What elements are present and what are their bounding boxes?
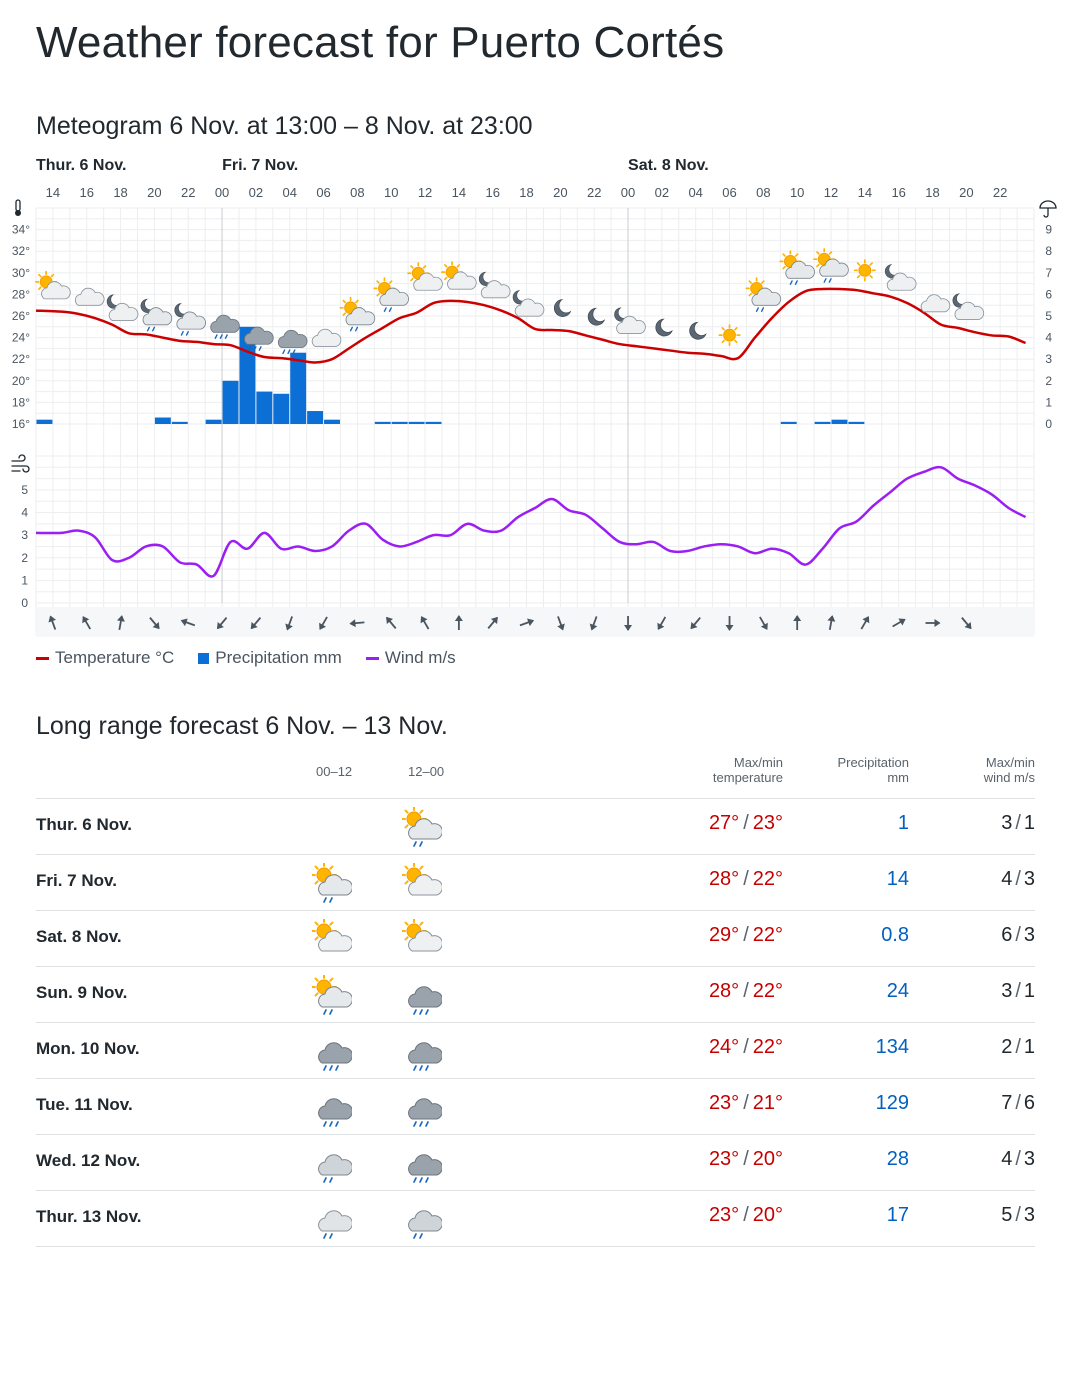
table-row[interactable]: [36, 855, 1035, 911]
day-label: Sat. 8 Nov.: [628, 157, 709, 174]
wind-max: 4: [1001, 868, 1013, 890]
hour-tick: 18: [519, 185, 534, 200]
page-title: Weather forecast for Puerto Cortés: [36, 18, 725, 67]
precip-bar: [206, 420, 222, 424]
precip-tick: 1: [1045, 395, 1052, 410]
precip-tick: 4: [1045, 330, 1052, 345]
hour-tick: 00: [214, 185, 230, 200]
wind-min: 1: [1023, 812, 1035, 834]
temp-tick: 34°: [11, 222, 30, 237]
day-weather-icon: [402, 807, 442, 847]
row-wind: 4 / 3: [1001, 868, 1035, 890]
header-wind-l2: wind m/s: [983, 770, 1035, 785]
precip-bar: [781, 422, 797, 424]
row-precipitation: 24: [886, 980, 909, 1002]
temperature-swatch: [36, 657, 49, 660]
hour-tick: 14: [451, 185, 467, 200]
day-weather-icon: [402, 863, 442, 903]
header-day: 12–00: [408, 764, 445, 779]
wind-min: 3: [1023, 1148, 1035, 1170]
temp-tick: 16°: [11, 417, 30, 431]
wind-swatch: [366, 657, 379, 660]
precip-bar: [223, 381, 239, 424]
header-temperature-l2: temperature: [712, 770, 783, 785]
wind-tick: 2: [21, 550, 28, 565]
hour-tick: 04: [282, 185, 297, 200]
night-weather-icon: [312, 1031, 352, 1071]
wind-max: 7: [1001, 1092, 1013, 1114]
temp-max: 27°: [708, 812, 740, 834]
wind-line: [36, 467, 1026, 576]
hour-tick: 06: [316, 185, 331, 200]
row-wind: 2 / 1: [1001, 1036, 1035, 1058]
wind-min: 1: [1023, 1036, 1035, 1058]
legend-temperature: [36, 648, 174, 668]
temp-max: 23°: [708, 1204, 740, 1226]
row-day: Sun. 9 Nov.: [36, 983, 128, 1002]
temp-min: 21°: [752, 1092, 783, 1114]
day-weather-icon: [402, 1199, 442, 1239]
precip-tick: 0: [1045, 417, 1052, 431]
night-weather-icon: [312, 863, 352, 903]
row-wind: 7 / 6: [1001, 1092, 1035, 1114]
row-wind: 5 / 3: [1001, 1204, 1035, 1226]
hour-tick: 02: [654, 185, 670, 200]
row-day: Tue. 11 Nov.: [36, 1095, 133, 1114]
header-night: 00–12: [316, 764, 353, 779]
table-row[interactable]: [36, 1023, 1035, 1079]
temp-tick: 30°: [11, 265, 30, 280]
row-temperature: 23° / 20°: [708, 1148, 783, 1170]
temp-tick: 20°: [11, 373, 30, 388]
temp-max: 23°: [708, 1148, 740, 1170]
precip-bar: [324, 420, 340, 424]
meteogram-title: Meteogram 6 Nov. at 13:00 – 8 Nov. at 23:00: [36, 112, 533, 140]
day-weather-icon: [402, 975, 442, 1015]
legend-wind-label: Wind m/s: [384, 648, 456, 667]
precip-bar: [832, 420, 848, 424]
night-weather-icon: [312, 807, 352, 847]
row-precipitation: 0.8: [881, 924, 909, 946]
table-body: [36, 799, 1035, 1247]
hour-tick: 20: [959, 185, 974, 200]
table-header: [36, 752, 1035, 799]
hour-tick: 16: [891, 185, 906, 200]
row-day: Mon. 10 Nov.: [36, 1039, 140, 1058]
wind-tick: 5: [21, 482, 28, 497]
legend-temperature-label: Temperature °C: [55, 648, 175, 667]
hour-tick: 22: [586, 185, 602, 200]
day-weather-icon: [402, 1143, 442, 1183]
row-wind: 4 / 3: [1001, 1148, 1035, 1170]
header-wind-l1: Max/min: [985, 755, 1035, 770]
precip-tick: 2: [1045, 373, 1052, 388]
row-precipitation: 14: [886, 868, 909, 890]
row-temperature: 27° / 23°: [708, 812, 783, 834]
wind-max: 3: [1001, 980, 1013, 1002]
precip-tick: 8: [1045, 244, 1052, 259]
precip-bar: [155, 418, 171, 424]
wind-min: 3: [1023, 868, 1035, 890]
wind-tick: 3: [21, 528, 28, 543]
night-weather-icon: [312, 1199, 352, 1239]
table-row[interactable]: [36, 1191, 1035, 1247]
row-temperature: 24° / 22°: [708, 1036, 783, 1058]
temp-min: 23°: [752, 812, 783, 834]
precip-bar: [375, 422, 391, 424]
temp-tick: 24°: [11, 330, 30, 345]
precip-tick: 5: [1045, 309, 1052, 323]
precip-bar: [409, 422, 425, 424]
weather-symbol-sun-icon: [855, 260, 875, 280]
header-temperature-l1: Max/min: [733, 755, 783, 770]
precip-bar: [172, 422, 188, 424]
precip-bar: [256, 392, 272, 424]
temp-max: 29°: [708, 924, 740, 946]
header-precipitation: [837, 755, 909, 785]
night-weather-icon: [312, 975, 352, 1015]
row-day: Thur. 13 Nov.: [36, 1207, 142, 1226]
precip-tick: 6: [1045, 287, 1052, 302]
temp-tick: 22°: [11, 352, 30, 367]
day-weather-icon: [402, 919, 442, 959]
temp-tick: 28°: [11, 287, 30, 302]
header-precipitation-l2: mm: [887, 770, 909, 785]
wind-min: 3: [1023, 1204, 1035, 1226]
wind-tick: 1: [21, 573, 28, 588]
hour-tick: 10: [383, 185, 399, 200]
wind-min: 6: [1023, 1092, 1035, 1114]
precip-tick: 9: [1045, 222, 1052, 237]
row-precipitation: 129: [875, 1092, 909, 1114]
temp-max: 28°: [708, 980, 740, 1002]
temp-max: 24°: [708, 1036, 740, 1058]
meteogram-legend: [36, 648, 456, 668]
row-day: Fri. 7 Nov.: [36, 871, 117, 890]
wind-min: 3: [1023, 924, 1035, 946]
table-row[interactable]: [36, 967, 1035, 1023]
row-wind: 3 / 1: [1001, 812, 1035, 834]
hour-tick: 12: [823, 185, 839, 200]
meteogram-chart: [0, 150, 1080, 640]
weather-symbol-sun-icon: [719, 325, 739, 345]
row-temperature: 23° / 20°: [708, 1204, 783, 1226]
hour-tick: 20: [147, 185, 162, 200]
wind-tick: 0: [21, 596, 28, 610]
precipitation-swatch: [198, 653, 209, 664]
precip-bar: [290, 353, 306, 424]
temp-min: 22°: [752, 1036, 783, 1058]
table-row[interactable]: [36, 1135, 1035, 1191]
temp-min: 20°: [752, 1204, 783, 1226]
wind-max: 5: [1001, 1204, 1013, 1226]
row-precipitation: 28: [886, 1148, 909, 1170]
temp-max: 23°: [708, 1092, 740, 1114]
header-wind: [984, 755, 1035, 785]
table-row[interactable]: [36, 799, 1035, 855]
wind-max: 6: [1001, 924, 1013, 946]
table-row[interactable]: [36, 911, 1035, 967]
row-precipitation: 1: [897, 812, 909, 834]
hour-tick: 22: [992, 185, 1008, 200]
table-row[interactable]: [36, 1079, 1035, 1135]
day-weather-icon: [402, 1087, 442, 1127]
row-temperature: 28° / 22°: [708, 980, 783, 1002]
header-precipitation-l1: Precipitation: [837, 755, 909, 770]
precip-bar: [307, 411, 323, 424]
row-temperature: 23° / 21°: [708, 1092, 783, 1114]
thermometer-icon: [15, 200, 21, 216]
row-day: Sat. 8 Nov.: [36, 927, 122, 946]
legend-precipitation: [198, 648, 342, 668]
night-weather-icon: [312, 1087, 352, 1127]
hour-tick: 12: [417, 185, 433, 200]
hour-tick: 22: [181, 185, 196, 200]
temp-tick: 26°: [11, 309, 30, 323]
wind-max: 4: [1001, 1148, 1013, 1170]
legend-wind: [366, 648, 456, 668]
precip-bar: [37, 420, 53, 424]
hour-tick: 14: [857, 185, 873, 200]
row-day: Wed. 12 Nov.: [36, 1151, 141, 1170]
hour-tick: 14: [45, 185, 61, 200]
wind-max: 2: [1001, 1036, 1013, 1058]
precip-tick: 7: [1045, 265, 1052, 280]
hour-tick: 00: [620, 185, 636, 200]
hour-tick: 20: [553, 185, 568, 200]
temp-min: 22°: [752, 924, 783, 946]
wind-icon: [12, 455, 29, 472]
umbrella-icon: [1040, 201, 1056, 217]
hour-tick: 18: [925, 185, 940, 200]
hour-tick: 16: [79, 185, 94, 200]
day-label: Fri. 7 Nov.: [222, 157, 299, 174]
row-temperature: 28° / 22°: [708, 868, 783, 890]
hour-tick: 08: [350, 185, 365, 200]
row-wind: 6 / 3: [1001, 924, 1035, 946]
temp-max: 28°: [708, 868, 740, 890]
row-wind: 3 / 1: [1001, 980, 1035, 1002]
temp-tick: 32°: [11, 244, 30, 259]
precip-bar: [426, 422, 442, 424]
temp-min: 22°: [752, 980, 783, 1002]
legend-precipitation-label: Precipitation mm: [215, 648, 342, 667]
temp-min: 22°: [752, 868, 783, 890]
long-range-title: Long range forecast 6 Nov. – 13 Nov.: [36, 712, 448, 740]
row-temperature: 29° / 22°: [708, 924, 783, 946]
precip-bar: [392, 422, 408, 424]
hour-tick: 18: [113, 185, 128, 200]
hour-tick: 08: [756, 185, 771, 200]
day-weather-icon: [402, 1031, 442, 1071]
precip-bar: [848, 422, 864, 424]
row-precipitation: 17: [886, 1204, 909, 1226]
precip-bar: [273, 394, 289, 424]
hour-tick: 04: [688, 185, 703, 200]
header-temperature: [713, 755, 783, 785]
hour-tick: 02: [248, 185, 264, 200]
night-weather-icon: [312, 1143, 352, 1183]
precip-tick: 3: [1045, 352, 1052, 367]
temp-tick: 18°: [11, 395, 30, 410]
hour-tick: 06: [722, 185, 737, 200]
temp-min: 20°: [752, 1148, 783, 1170]
day-label: Thur. 6 Nov.: [36, 157, 127, 174]
precip-bar: [815, 422, 831, 424]
row-day: Thur. 6 Nov.: [36, 815, 133, 834]
wind-max: 3: [1001, 812, 1013, 834]
wind-min: 1: [1023, 980, 1035, 1002]
hour-tick: 16: [485, 185, 500, 200]
long-range-table: [36, 752, 1035, 1247]
wind-tick: 4: [21, 505, 28, 520]
night-weather-icon: [312, 919, 352, 959]
row-precipitation: 134: [875, 1036, 909, 1058]
hour-tick: 10: [789, 185, 805, 200]
